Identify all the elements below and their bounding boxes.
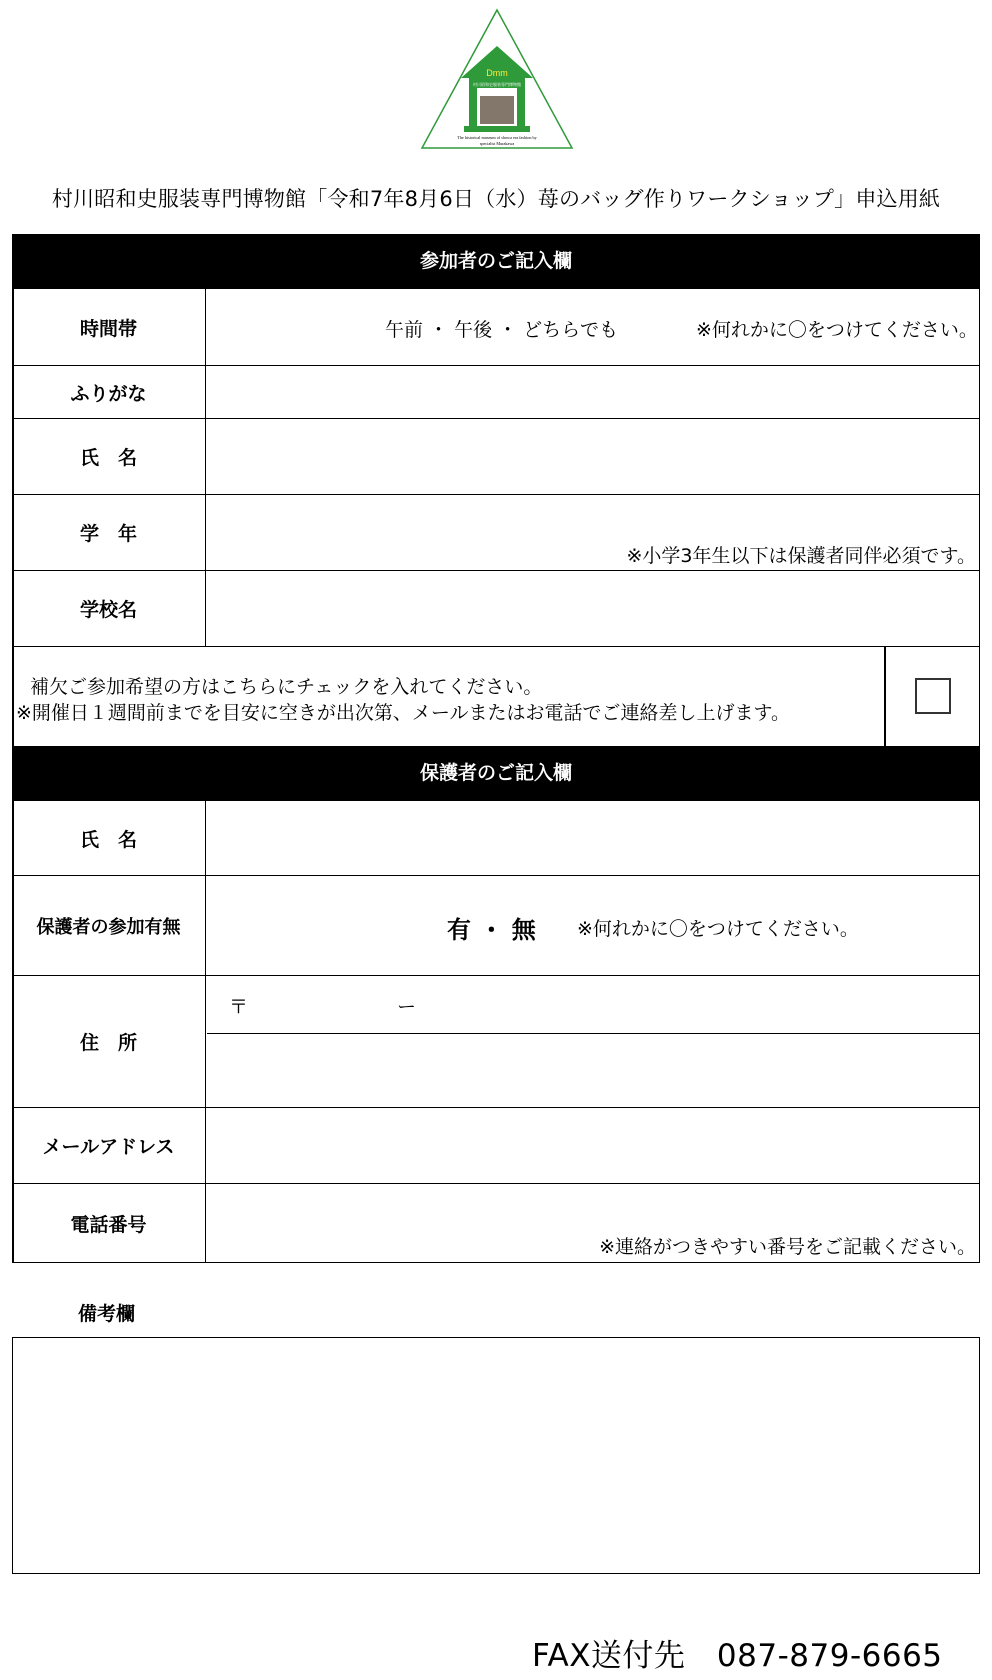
fax-number: FAX送付先 087-879-6665: [532, 1638, 943, 1674]
grade-note: ※小学3年生以下は保護者同伴必須です。: [626, 545, 976, 567]
address-label: 住 所: [12, 976, 206, 1107]
email-label: メールアドレス: [12, 1108, 206, 1183]
time-slot-label: 時間帯: [12, 289, 206, 365]
page-title: 村川昭和史服装専門博物館「令和7年8月6日（水）苺のバッグ作りワークショップ」申込用紙: [51, 187, 941, 211]
guardian-attendance-field[interactable]: [207, 876, 980, 975]
remarks-field[interactable]: [12, 1337, 980, 1574]
phone-field[interactable]: [207, 1184, 980, 1262]
guardian-name-field[interactable]: [207, 801, 980, 875]
remarks-label: 備考欄: [78, 1303, 136, 1325]
participant-section-header: 参加者のご記入欄: [12, 234, 980, 289]
furigana-row: [12, 366, 980, 419]
participant-name-row: [12, 419, 980, 495]
email-field[interactable]: [207, 1108, 980, 1183]
time-slot-options[interactable]: 午前 ・ 午後 ・ どちらでも: [385, 319, 618, 341]
grade-field[interactable]: [207, 495, 980, 570]
time-slot-row: [12, 289, 980, 366]
postal-code-field[interactable]: [207, 976, 980, 1034]
phone-label: 電話番号: [12, 1184, 206, 1262]
guardian-attendance-label: 保護者の参加有無: [12, 876, 206, 975]
guardian-name-label: 氏 名: [12, 801, 206, 875]
postal-dash: ー: [397, 996, 417, 1018]
school-label: 学校名: [12, 571, 206, 646]
logo-caption-2: specialist Murakawa: [479, 141, 515, 146]
guardian-attendance-options[interactable]: 有 ・ 無: [447, 916, 536, 944]
furigana-field[interactable]: [207, 366, 980, 418]
waitlist-text-1: 補欠ご参加希望の方はこちらにチェックを入れてください。: [30, 676, 543, 698]
furigana-label: ふりがな: [12, 366, 206, 418]
waitlist-row: [12, 647, 980, 746]
museum-logo: [418, 8, 576, 158]
email-row: [12, 1108, 980, 1184]
logo-badge: Dmm: [486, 68, 508, 78]
postal-mark: 〒: [229, 996, 249, 1018]
waitlist-text-2: ※開催日１週間前までを目安に空きが出次第、メールまたはお電話でご連絡差し上げます。: [16, 702, 791, 724]
time-slot-note: ※何れかに〇をつけてください。: [696, 319, 978, 341]
grade-row: [12, 495, 980, 571]
waitlist-checkbox[interactable]: [915, 678, 951, 714]
guardian-attendance-row: [12, 876, 980, 976]
phone-note: ※連絡がつきやすい番号をご記載ください。: [599, 1236, 976, 1258]
phone-row: [12, 1184, 980, 1263]
guardian-name-row: [12, 801, 980, 876]
address-field[interactable]: [207, 1034, 980, 1107]
school-field[interactable]: [207, 571, 980, 646]
time-slot-field[interactable]: [207, 289, 980, 365]
logo-sub: 村川昭和史服装専門博物館: [473, 82, 521, 87]
participant-name-field[interactable]: [207, 419, 980, 494]
participant-name-label: 氏 名: [12, 419, 206, 494]
logo-caption-1: The historical museum of showa era fashion by: [457, 135, 537, 140]
guardian-section-header: 保護者のご記入欄: [12, 746, 980, 801]
waitlist-divider: [884, 647, 886, 746]
school-row: [12, 571, 980, 647]
grade-label: 学 年: [12, 495, 206, 570]
address-row: [12, 976, 980, 1108]
guardian-attendance-note: ※何れかに〇をつけてください。: [577, 918, 859, 940]
